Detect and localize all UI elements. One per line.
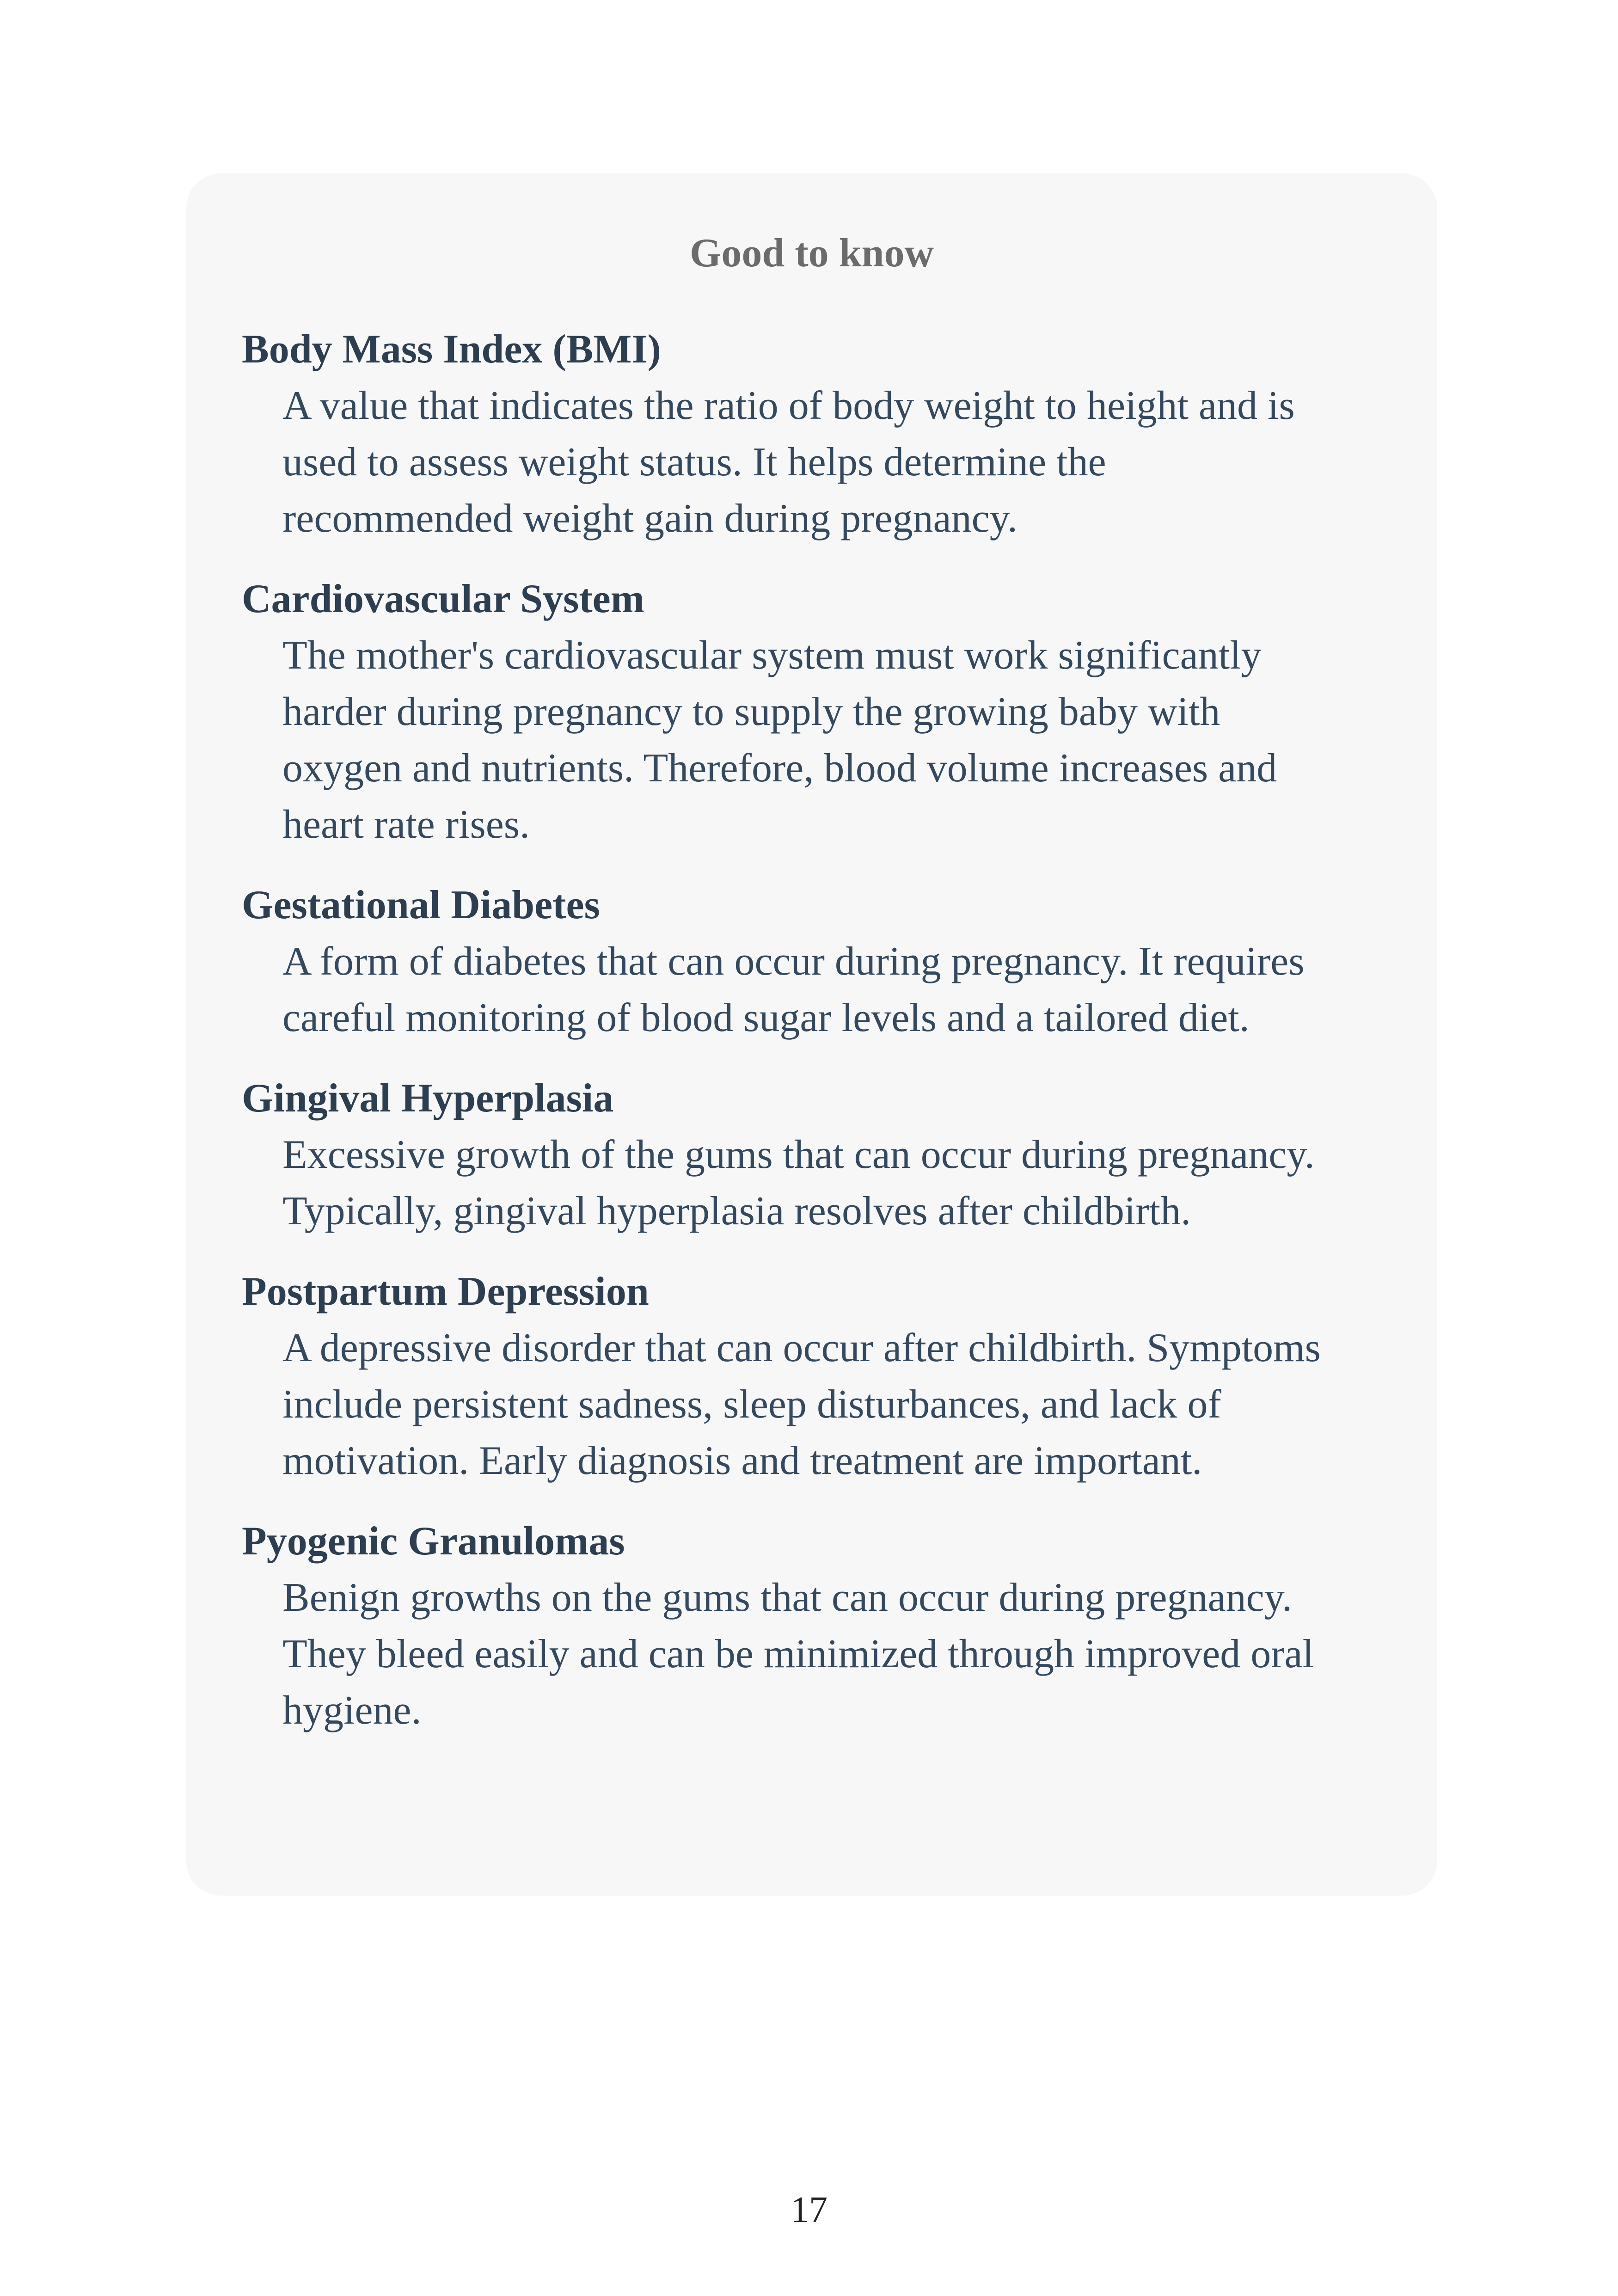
definition-line: harder during pregnancy to supply the growing baby with: [282, 689, 1220, 734]
term-gestational-diabetes: Gestational Diabetes: [242, 883, 600, 927]
glossary-entry: [242, 1513, 1382, 1739]
definition-line: oxygen and nutrients. Therefore, blood volume increases and: [282, 746, 1277, 791]
term-bmi: Body Mass Index (BMI): [242, 327, 661, 372]
definition-line: careful monitoring of blood sugar levels and a tailored diet.: [282, 995, 1250, 1040]
term-cardiovascular-system: Cardiovascular System: [242, 577, 645, 621]
page-number: 17: [791, 2190, 827, 2230]
definition-line: A depressive disorder that can occur after childbirth. Symptoms: [282, 1326, 1321, 1370]
definition-line: used to assess weight status. It helps determine the: [282, 440, 1106, 485]
glossary-entry: [242, 1264, 1382, 1489]
term-postpartum-depression: Postpartum Depression: [242, 1269, 649, 1314]
glossary-entry: [242, 1070, 1382, 1240]
definition-line: Benign growths on the gums that can occur during pregnancy.: [282, 1575, 1292, 1620]
good-to-know-box: [186, 173, 1437, 1896]
definition-gestational-diabetes: [282, 933, 1382, 1046]
definition-line: The mother's cardiovascular system must work significantly: [282, 633, 1262, 678]
glossary-entry: [242, 877, 1382, 1046]
definition-line: heart rate rises.: [282, 802, 530, 847]
definition-line: Excessive growth of the gums that can occur during pregnancy.: [282, 1132, 1315, 1177]
term-gingival-hyperplasia: Gingival Hyperplasia: [242, 1076, 614, 1121]
glossary-entry: [242, 321, 1382, 547]
term-pyogenic-granulomas: Pyogenic Granulomas: [242, 1519, 625, 1564]
definition-pyogenic-granulomas: [282, 1570, 1382, 1739]
definition-bmi: [282, 378, 1382, 547]
definition-line: hygiene.: [282, 1688, 422, 1733]
definition-line: A form of diabetes that can occur during pregnancy. It requires: [282, 939, 1305, 984]
box-title: Good to know: [689, 231, 934, 276]
definition-line: Typically, gingival hyperplasia resolves after childbirth.: [282, 1189, 1191, 1234]
definition-cardiovascular-system: [282, 627, 1382, 853]
definition-line: A value that indicates the ratio of body weight to height and is: [282, 383, 1295, 428]
definition-line: recommended weight gain during pregnancy.: [282, 496, 1017, 541]
glossary-entry: [242, 571, 1382, 853]
definition-line: include persistent sadness, sleep disturbances, and lack of: [282, 1382, 1221, 1427]
definition-line: motivation. Early diagnosis and treatment are important.: [282, 1438, 1202, 1483]
definition-gingival-hyperplasia: [282, 1127, 1382, 1240]
definition-line: They bleed easily and can be minimized through improved oral: [282, 1632, 1314, 1676]
definition-postpartum-depression: [282, 1320, 1382, 1489]
